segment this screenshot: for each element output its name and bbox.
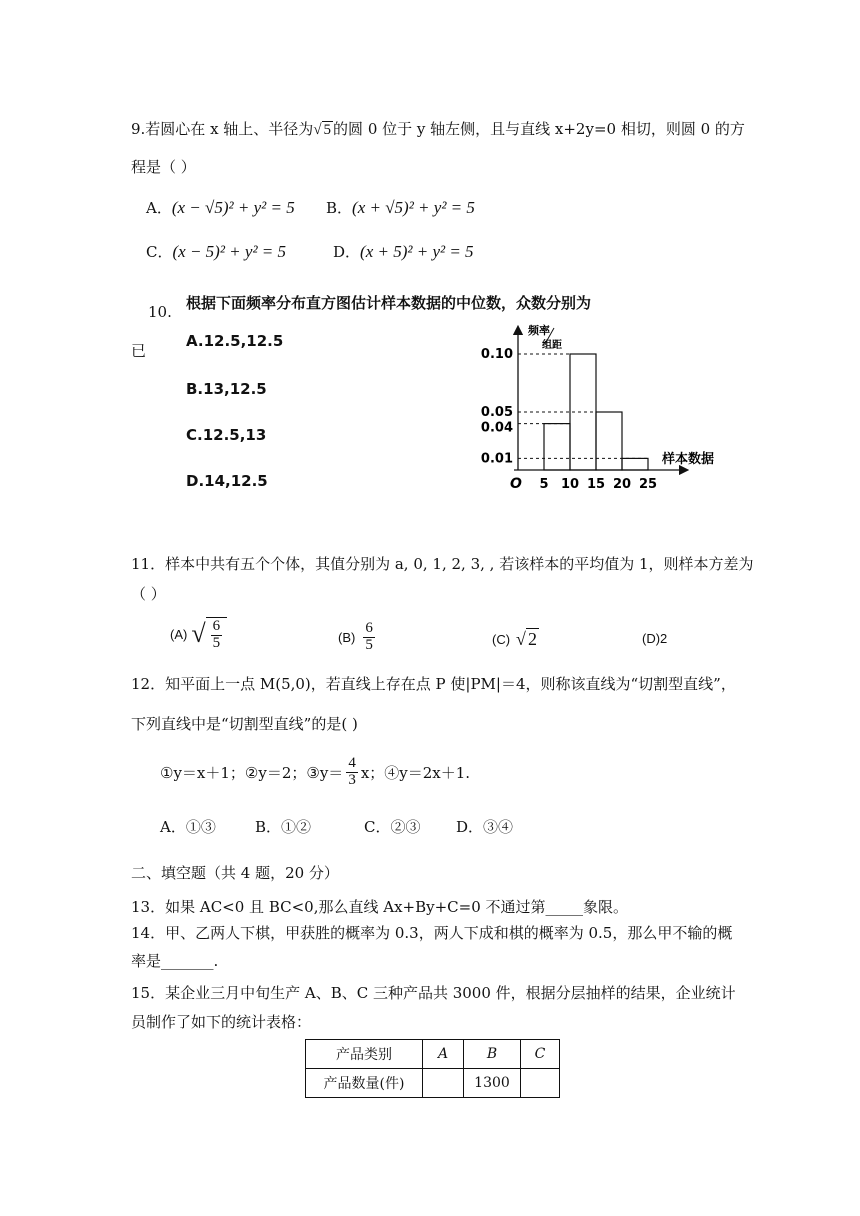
table-row [306, 1069, 560, 1098]
q10-stem: 根据下面频率分布直方图估计样本数据的中位数，众数分别为 [186, 294, 592, 312]
histogram-bar-1 [544, 424, 570, 470]
q9-stem-line1 [131, 118, 745, 139]
origin-label: O [510, 476, 522, 492]
q12-option-c: C．②③ [364, 818, 421, 836]
q9-stem-line2: 程是（ ） [131, 158, 196, 176]
y-label-top: 频率 [528, 324, 550, 337]
frequency-histogram [480, 318, 738, 498]
q12-stem-line1: 12．知平面上一点 M(5,0)，若直线上存在点 P 使|PM|＝4，则称该直线为“切割型直线”， [131, 675, 736, 693]
q10-option-d: D.14,12.5 [186, 472, 268, 490]
q12-stem-line2: 下列直线中是“切割型直线”的是( ) [131, 715, 358, 733]
q13: 13．如果 AC<0 且 BC<0,那么直线 Ax+By+C=0 不通过第_____象限。 [131, 898, 629, 916]
x-tick-label-3: 15 [586, 477, 606, 492]
q14-line1: 14．甲、乙两人下棋，甲获胜的概率为 0.3，两人下成和棋的概率为 0.5，那么甲不输的概 [131, 924, 733, 942]
q11-option-b: (B) $\frac{6}{5}$ [338, 620, 373, 653]
table-header-cell: 产品类别 [306, 1040, 423, 1069]
product-stats-table [305, 1039, 560, 1098]
q11-option-a: (A) √ $\frac{6}{5}$ [170, 617, 227, 651]
table-header-row [306, 1040, 560, 1069]
q9-option-d: D．(x + 5)² + y² = 5 [333, 242, 474, 261]
q9-option-a: A．(x − √5)² + y² = 5 [146, 198, 295, 217]
q15-line1: 15．某企业三月中旬生产 A、B、C 三种产品共 3000 件，根据分层抽样的结果，企业统计 [131, 984, 736, 1002]
x-tick-label-2: 10 [560, 477, 580, 492]
x-tick-label-1: 5 [539, 477, 549, 492]
table-cell [521, 1069, 560, 1098]
q12-option-a: A．①③ [160, 818, 216, 836]
section-heading: 二、填空题（共 4 题，20 分） [131, 864, 339, 882]
q14-line2: 率是_______. [131, 952, 219, 970]
q9-option-c: C．(x − 5)² + y² = 5 [146, 242, 287, 261]
table-cell: 产品数量(件) [306, 1069, 423, 1098]
y-tick-label-3: 0.04 [480, 420, 513, 436]
histogram-bar-4 [622, 458, 648, 470]
q10-option-a: A.12.5,12.5 [186, 332, 284, 350]
q10-stray-char: 已 [131, 342, 147, 360]
x-tick-label-5: 25 [638, 477, 658, 492]
q10-option-b: B.13,12.5 [186, 380, 267, 398]
q12-items: ①y＝x＋1；②y＝2；③y＝ $\frac{4}{3}$ x；④y＝2x＋1. [160, 755, 471, 788]
q9-stem-text: 9.若圆心在 x 轴上、半径为 [131, 120, 314, 138]
q11-stem-line2: （ ） [131, 585, 166, 603]
q11-option-d: (D)2 [642, 631, 668, 646]
q10-option-c: C.12.5,13 [186, 426, 267, 444]
table-header-cell: C [521, 1040, 560, 1069]
q9-radical: √ 5 [313, 121, 332, 138]
y-tick-label-1: 0.10 [480, 347, 513, 362]
table-cell [423, 1069, 464, 1098]
table-header-cell: B [464, 1040, 521, 1069]
x-tick-label-4: 20 [612, 477, 632, 492]
q9-option-b: B．(x + √5)² + y² = 5 [326, 198, 475, 217]
y-label-bottom: 组距 [542, 340, 562, 351]
histogram-bar-3 [596, 412, 622, 470]
y-tick-label-2: 0.05 [480, 405, 513, 420]
q12-option-b: B．①② [255, 818, 312, 836]
q12-option-d: D．③④ [456, 818, 514, 836]
q11-option-c: (C) √ 2 [492, 628, 537, 649]
q15-line2: 员制作了如下的统计表格： [131, 1013, 312, 1031]
q9-stem-text-b: 的圆 0 位于 y 轴左侧，且与直线 x+2y=0 相切，则圆 0 的方 [333, 120, 745, 138]
x-label: 样本数据 [662, 452, 715, 467]
table-header-cell: A [423, 1040, 464, 1069]
table-cell: 1300 [464, 1069, 521, 1098]
q10-number: 10. [148, 303, 172, 321]
y-tick-label-4: 0.01 [480, 451, 513, 467]
q11-stem-line1: 11．样本中共有五个个体，其值分别为 a, 0, 1, 2, 3, , 若该样本的平均值为 1，则样本方差为 [131, 555, 754, 573]
